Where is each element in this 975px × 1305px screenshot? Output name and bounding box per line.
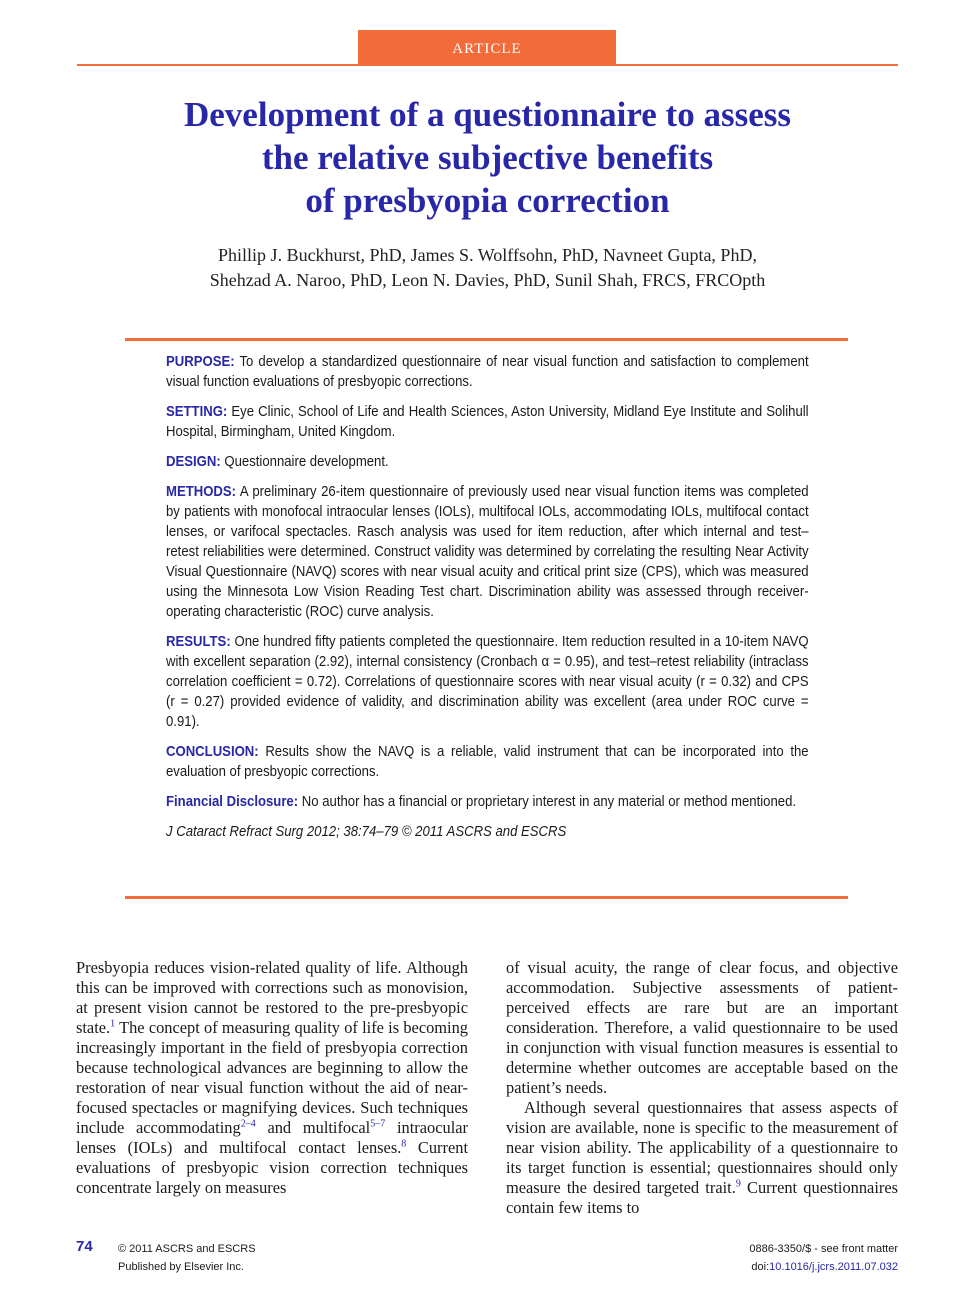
reference-link[interactable]: 2–4 (240, 1118, 256, 1130)
body-paragraph (506, 1098, 898, 1218)
abstract-label: RESULTS: (166, 634, 231, 650)
abstract-bottom-rule (125, 896, 848, 899)
reference-link[interactable]: 9 (735, 1178, 741, 1190)
body-text: Current evaluations of presbyopic vision correction techniques concentrate largely on measures (76, 1138, 468, 1197)
doi-link[interactable]: 10.1016/j.jcrs.2011.07.032 (769, 1261, 898, 1273)
article-type-tab: ARTICLE (358, 30, 616, 64)
abstract-label: DESIGN: (166, 454, 221, 470)
footer-copyright: © 2011 ASCRS and ESCRS (118, 1243, 256, 1255)
abstract (166, 352, 809, 852)
abstract-methods (166, 482, 809, 622)
body-text: intraocular lenses (IOLs) and multifocal contact lenses. (76, 1118, 468, 1157)
abstract-label: SETTING: (166, 404, 228, 420)
footer-right (749, 1240, 898, 1276)
footer-publisher: Published by Elsevier Inc. (118, 1261, 244, 1273)
body-text: Presbyopia reduces vision-related quality of life. Although this can be improved with corrections such as monovision, at present vision cannot be restored to the pre-presbyopic state. (76, 958, 468, 1037)
author-list (77, 243, 898, 293)
abstract-design (166, 452, 809, 472)
body-text: Although several questionnaires that assess aspects of vision are available, none is specific to the measurement of near vision ability. The applicability of a questionnaire to its target function is essential; questionnaires should only measure the desired targeted trait. (506, 1098, 898, 1197)
reference-link[interactable]: 5–7 (370, 1118, 386, 1130)
author-line: Phillip J. Buckhurst, PhD, James S. Wolffsohn, PhD, Navneet Gupta, PhD, (218, 245, 757, 265)
abstract-text: No author has a financial or proprietary interest in any material or method mentioned. (298, 794, 797, 810)
abstract-setting (166, 402, 809, 442)
body-column-right (506, 958, 898, 1218)
reference-link[interactable]: 1 (110, 1018, 116, 1030)
journal-citation: J Cataract Refract Surg 2012; 38:74–79 © 2011 ASCRS and ESCRS (166, 824, 567, 840)
abstract-text: One hundred fifty patients completed the questionnaire. Item reduction resulted in a 10-item NAVQ with excellent separation (2.92), internal consistency (Cronbach α = 0.95), and test–retest reliability (intraclass correlation coefficient = 0.72). Correlations of questionnaire scores with near visual acuity (r = 0.32) and CPS (r = 0.27) provided evidence of validity, and discrimination ability was excellent (area under ROC curve = 0.91). (166, 634, 809, 730)
reference-link[interactable]: 8 (401, 1138, 407, 1150)
title-line: Development of a questionnaire to assess (184, 95, 791, 134)
header-rule (77, 64, 898, 66)
body-paragraph: of visual acuity, the range of clear focus, and objective accommodation. Subjective assessments of patient-perceived effects are rare but are an important consideration. Therefore, a valid questionnaire to be used in conjunction with visual function measures is essential to determine whether outcomes are acceptable based on the patient’s needs. (506, 958, 898, 1097)
abstract-conclusion (166, 742, 809, 782)
doi-prefix: doi: (751, 1261, 770, 1273)
abstract-text: A preliminary 26-item questionnaire of previously used near visual function items was completed by patients with monofocal intraocular lenses (IOLs), multifocal IOLs, accommodating IOLs, multifocal contact lenses, or varifocal spectacles. Rasch analysis was used for item reduction, after which internal and test–retest reliabilities were determined. Construct validity was determined by correlating the resulting Near Activity Visual Questionnaire (NAVQ) scores with near visual acuity and critical print size (CPS), which was measured using the Minnesota Low Vision Reading Test chart. Discrimination ability was assessed through receiver-operating characteristic (ROC) curve analysis. (166, 484, 809, 620)
body-column-left (76, 958, 468, 1198)
footer-doi (749, 1258, 898, 1276)
body-text: and multifocal (255, 1118, 371, 1137)
abstract-purpose (166, 352, 809, 392)
footer-left (118, 1240, 256, 1276)
author-line: Shehzad A. Naroo, PhD, Leon N. Davies, PhD, Sunil Shah, FRCS, FRCOpth (209, 270, 766, 290)
title-line: of presbyopia correction (305, 181, 670, 220)
body-text: The concept of measuring quality of life is becoming increasingly important in the field of presbyopia correction because technological advances are beginning to allow the restoration of near visual function without the aid of near-focused spectacles or magnifying devices. Such techniques include accommodating (76, 1018, 468, 1137)
abstract-label: METHODS: (166, 484, 237, 500)
body-paragraph (76, 958, 468, 1198)
body-text: Current questionnaires contain few items to (506, 1178, 898, 1217)
title-line: the relative subjective benefits (261, 138, 714, 177)
abstract-text: Results show the NAVQ is a reliable, valid instrument that can be incorporated into the evaluation of presbyopic corrections. (166, 744, 809, 780)
abstract-label: CONCLUSION: (166, 744, 259, 760)
abstract-disclosure (166, 792, 809, 812)
abstract-results (166, 632, 809, 732)
abstract-top-rule (125, 338, 848, 341)
abstract-label: PURPOSE: (166, 354, 235, 370)
abstract-text: Questionnaire development. (220, 454, 389, 470)
abstract-text: To develop a standardized questionnaire of near visual function and satisfaction to complement visual function evaluations of presbyopic corrections. (166, 354, 809, 390)
footer-issn: 0886-3350/$ - see front matter (749, 1243, 898, 1255)
page-number: 74 (76, 1238, 93, 1255)
article-title (77, 93, 898, 222)
abstract-label: Financial Disclosure: (166, 794, 299, 810)
abstract-text: Eye Clinic, School of Life and Health Sciences, Aston University, Midland Eye Institute and Solihull Hospital, Birmingham, United Kingdom. (166, 404, 809, 440)
